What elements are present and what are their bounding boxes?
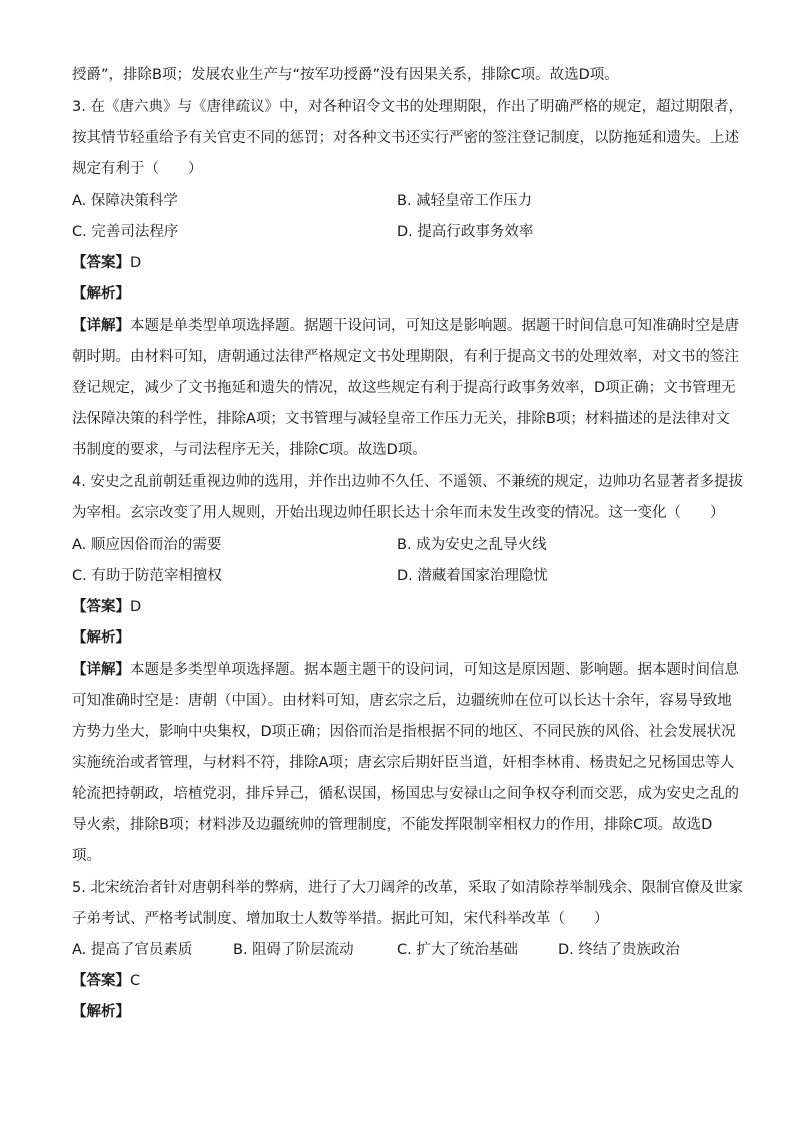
q5-stem-line-2: 子弟考试、严格考试制度、增加取士人数等举措。据此可知，宋代科举改革（ ） xyxy=(72,911,609,927)
detail-text: 本题是单类型单项选择题。据题干设问词，可知这是影响题。据题干时间信息可知准确时空是唐 xyxy=(130,318,739,334)
q4-option-a: A. 顺应因俗而治的需要 xyxy=(72,537,222,553)
q4-detail-line-7: 项。 xyxy=(72,848,101,864)
q4-detail-line-2: 可知准确时空是：唐朝（中国）。由材料可知，唐玄宗之后，边疆统帅在位可以长达十余年，容易导致地 xyxy=(72,693,732,709)
q5-analysis-tag xyxy=(72,1002,130,1022)
q3-detail-line-3: 登记规定，减少了文书拖延和遗失的情况，故这些规定有利于提高行政事务效率，D项正确；文书管理无 xyxy=(72,380,736,396)
q3-option-d: D. 提高行政事务效率 xyxy=(397,224,534,240)
previous-explanation-end: 授爵”，排除B项；发展农业生产与“按军功授爵”没有因果关系，排除C项。故选D项。 xyxy=(72,67,619,83)
q4-detail-line-3: 方势力坐大，影响中央集权，D项正确；因俗而治是指根据不同的地区、不同民族的风俗、社会发展状况 xyxy=(72,724,736,740)
q4-answer xyxy=(72,597,141,617)
q3-detail-line-5: 书制度的要求，与司法程序无关，排除C项。故选D项。 xyxy=(72,442,427,458)
q4-analysis-tag xyxy=(72,628,130,648)
q5-option-c: C. 扩大了统治基础 xyxy=(397,942,518,958)
q3-option-c: C. 完善司法程序 xyxy=(72,224,179,240)
detail-text: 本题是多类型单项选择题。据本题主题干的设问词，可知这是原因题、影响题。据本题时间信息 xyxy=(130,662,739,678)
answer-value: D xyxy=(130,599,142,615)
q4-option-b: B. 成为安史之乱导火线 xyxy=(397,537,547,553)
q4-detail-line-5: 轮流把持朝政，培植党羽，排斥异己，循私误国，杨国忠与安禄山之间争权夺利而交恶，成为安史之乱的 xyxy=(72,786,739,802)
detail-tag: 【详解】 xyxy=(72,662,130,678)
q5-stem-line-1: 5. 北宋统治者针对唐朝科举的弊病，进行了大刀阔斧的改革，采取了如清除荐举制残余、限制官僚及世家 xyxy=(72,880,743,896)
q5-answer xyxy=(72,971,140,991)
q4-detail-line-1 xyxy=(72,660,739,680)
q3-detail-line-2: 朝时期。由材料可知，唐朝通过法律严格规定文书处理期限，有利于提高文书的处理效率，对文书的签注 xyxy=(72,349,739,365)
q5-option-a: A. 提高了官员素质 xyxy=(72,942,193,958)
answer-tag: 【答案】 xyxy=(72,973,130,989)
q5-option-b: B. 阻碍了阶层流动 xyxy=(233,942,354,958)
answer-value: D xyxy=(130,255,142,271)
answer-tag: 【答案】 xyxy=(72,255,130,271)
q3-detail-line-1 xyxy=(72,316,739,336)
analysis-tag: 【解析】 xyxy=(72,630,130,646)
detail-tag: 【详解】 xyxy=(72,318,130,334)
q3-detail-line-4: 法保障决策的科学性，排除A项；文书管理与减轻皇帝工作压力无关，排除B项；材料描述的是法律对文 xyxy=(72,411,730,427)
q3-stem-line-2: 按其情节轻重给予有关官吏不同的惩罚；对各种文书还实行严密的签注登记制度，以防拖延和遗失。上述 xyxy=(72,130,739,146)
q4-stem-line-2: 为宰相。玄宗改变了用人规则，开始出现边帅任职长达十余年而未发生改变的情况。这一变化（ ） xyxy=(72,505,725,521)
answer-value: C xyxy=(130,973,141,989)
q3-option-b: B. 减轻皇帝工作压力 xyxy=(397,193,533,209)
q3-stem-line-1: 3. 在《唐六典》与《唐律疏议》中，对各种诏令文书的处理期限，作出了明确严格的规定，超过期限者， xyxy=(72,99,743,115)
q4-stem-line-1: 4. 安史之乱前朝廷重视边帅的选用，并作出边帅不久任、不遥领、不兼统的规定，边帅功名显著者多提拔 xyxy=(72,474,743,490)
q4-option-d: D. 潜藏着国家治理隐忧 xyxy=(397,568,548,584)
answer-tag: 【答案】 xyxy=(72,599,130,615)
analysis-tag: 【解析】 xyxy=(72,286,130,302)
q4-detail-line-4: 实施统治或者管理，与材料不符，排除A项；唐玄宗后期奸臣当道，奸相李林甫、杨贵妃之兄杨国忠等人 xyxy=(72,755,735,771)
q3-stem-line-3: 规定有利于（ ） xyxy=(72,161,203,177)
q4-option-c: C. 有助于防范宰相擅权 xyxy=(72,568,222,584)
analysis-tag: 【解析】 xyxy=(72,1004,130,1020)
q3-analysis-tag xyxy=(72,284,130,304)
q3-option-a: A. 保障决策科学 xyxy=(72,193,178,209)
q3-answer xyxy=(72,253,141,273)
q4-detail-line-6: 导火索，排除B项；材料涉及边疆统帅的管理制度，不能发挥限制宰相权力的作用，排除C项。故选D xyxy=(72,817,713,833)
q5-option-d: D. 终结了贵族政治 xyxy=(558,942,680,958)
